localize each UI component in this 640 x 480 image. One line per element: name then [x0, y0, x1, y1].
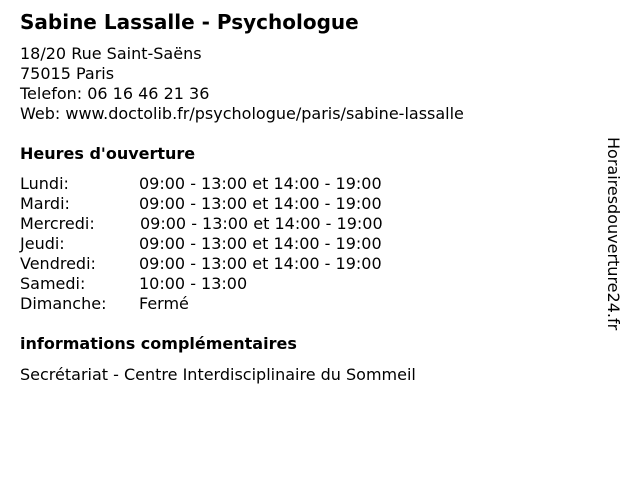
hours-day: Lundi:	[20, 174, 69, 193]
opening-hours-heading: Heures d'ouverture	[20, 144, 196, 163]
hours-time: 09:00 - 13:00 et 14:00 - 19:00	[139, 254, 382, 273]
hours-day: Mercredi:	[20, 214, 95, 233]
address-web: Web: www.doctolib.fr/psychologue/paris/sabine-lassalle	[20, 104, 464, 123]
hours-day: Mardi:	[20, 194, 70, 213]
address-city: 75015 Paris	[20, 64, 115, 83]
site-watermark: Horairesdouverture24.fr	[604, 137, 623, 331]
hours-day: Vendredi:	[20, 254, 96, 273]
hours-day: Jeudi:	[20, 234, 65, 253]
hours-time: 09:00 - 13:00 et 14:00 - 19:00	[139, 174, 382, 193]
additional-info-heading: informations complémentaires	[20, 334, 297, 353]
address-street: 18/20 Rue Saint-Saëns	[20, 44, 202, 63]
additional-info-text: Secrétariat - Centre Interdisciplinaire du Sommeil	[20, 365, 416, 384]
hours-time: Fermé	[139, 294, 189, 313]
hours-day: Samedi:	[20, 274, 86, 293]
hours-time: 09:00 - 13:00 et 14:00 - 19:00	[139, 194, 382, 213]
hours-time: 09:00 - 13:00 et 14:00 - 19:00	[140, 214, 383, 233]
hours-time: 10:00 - 13:00	[139, 274, 248, 293]
page-title: Sabine Lassalle - Psychologue	[20, 10, 359, 34]
address-block	[20, 44, 464, 124]
address-phone: Telefon: 06 16 46 21 36	[20, 84, 210, 103]
hours-day: Dimanche:	[20, 294, 107, 313]
hours-time: 09:00 - 13:00 et 14:00 - 19:00	[139, 234, 382, 253]
